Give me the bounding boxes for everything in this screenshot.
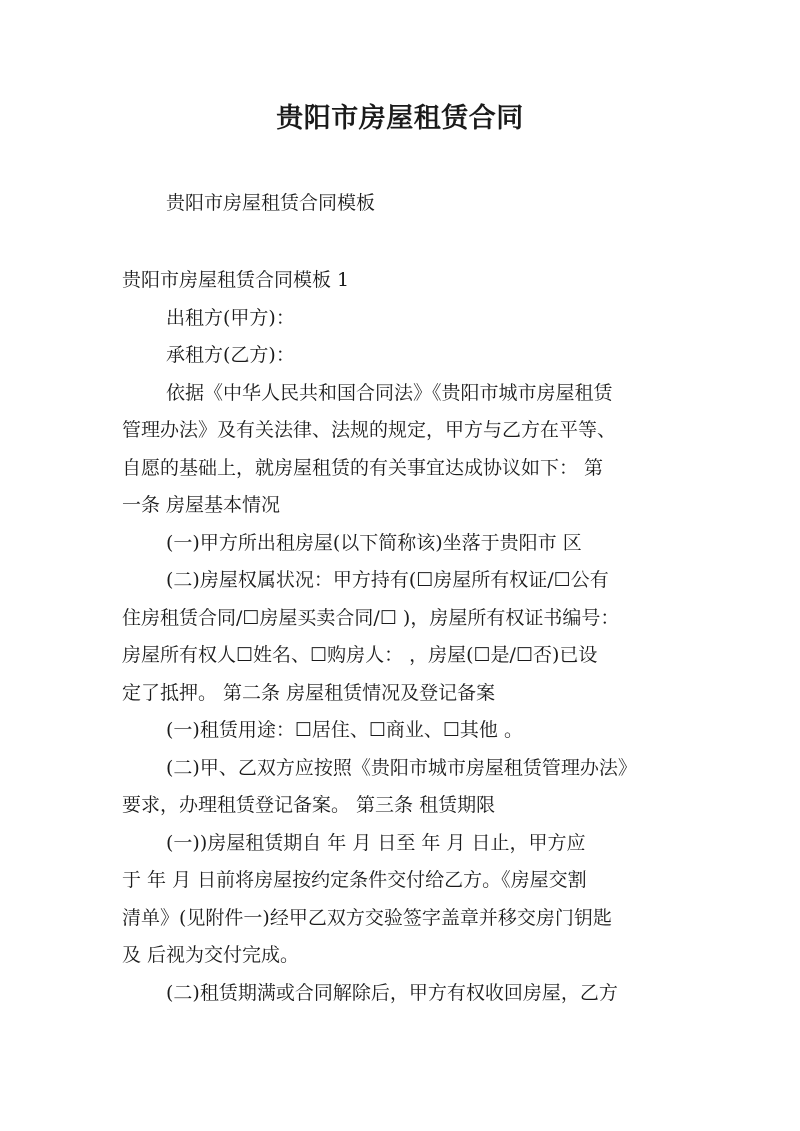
preamble-line-2: 管理办法》及有关法律、法规的规定，甲方与乙方在平等、 bbox=[122, 419, 617, 441]
lessor-line: 出租方(甲方)： bbox=[166, 306, 295, 329]
template-heading: 贵阳市房屋租赁合同模板 1 bbox=[122, 269, 350, 291]
article-3-clause-1-line-3: 清单》(见附件一)经甲乙双方交验签字盖章并移交房门钥匙 bbox=[122, 906, 612, 929]
article-1-clause-2-line-3: 房屋所有权人☐姓名、☐购房人： ，房屋(☐是/☐否)已设 bbox=[122, 644, 598, 666]
document-title: 贵阳市房屋租赁合同 bbox=[276, 103, 524, 134]
article-2-clause-2-line-2: 要求，办理租赁登记备案。 第三条 租赁期限 bbox=[122, 794, 496, 816]
article-2-clause-1: (一)租赁用途：☐居住、☐商业、☐其他 。 bbox=[166, 719, 523, 741]
contract-body bbox=[122, 262, 687, 1012]
article-2-clause-2-line-1: (二)甲、乙双方应按照《贵阳市城市房屋租赁管理办法》 bbox=[166, 756, 637, 779]
article-3-clause-1-line-4: 及 后视为交付完成。 bbox=[122, 944, 300, 966]
article-1-clause-2-line-2: 住房租赁合同/☐房屋买卖合同/☐ )，房屋所有权证书编号： bbox=[122, 606, 620, 629]
article-1-clause-2-line-4: 定了抵押。 第二条 房屋租赁情况及登记备案 bbox=[122, 681, 496, 704]
document-subtitle: 贵阳市房屋租赁合同模板 bbox=[166, 192, 376, 214]
lessee-line: 承租方(乙方)： bbox=[166, 344, 295, 366]
article-3-clause-1-line-2: 于 年 月 日前将房屋按约定条件交付给乙方。《房屋交割 bbox=[122, 869, 587, 891]
preamble-line-1: 依据《中华人民共和国合同法》《贵阳市城市房屋租赁 bbox=[166, 381, 613, 404]
preamble-line-3: 自愿的基础上，就房屋租赁的有关事宜达成协议如下： 第 bbox=[122, 456, 604, 479]
article-1-heading: 一条 房屋基本情况 bbox=[122, 494, 281, 516]
article-1-clause-2-line-1: (二)房屋权属状况：甲方持有(☐房屋所有权证/☐公有 bbox=[166, 569, 609, 591]
article-1-clause-1: (一)甲方所出租房屋(以下简称该)坐落于贵阳市 区 bbox=[166, 531, 582, 554]
article-3-clause-1-line-1: (一))房屋租赁期自 年 月 日至 年 月 日止，甲方应 bbox=[166, 831, 586, 854]
article-3-clause-2-line-1: (二)租赁期满或合同解除后，甲方有权收回房屋，乙方 bbox=[166, 981, 618, 1004]
